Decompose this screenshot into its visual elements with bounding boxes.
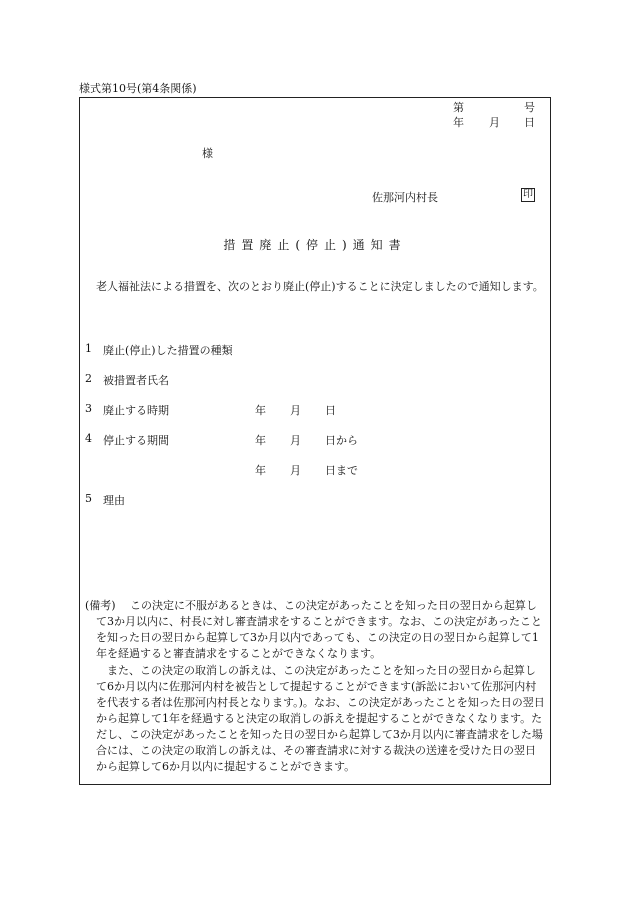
item-4-number: 4 — [85, 432, 92, 445]
item-1-label: 廃止(停止)した措置の種類 — [103, 344, 233, 357]
item-3-month: 月 — [290, 404, 301, 417]
item-4-end-year: 年 — [255, 464, 266, 477]
notes-text-2: また、この決定の取消しの訴えは、この決定があったことを知った日の翌日から起算して6か月以内に佐那河内村を被告として提起することができます(訴訟において佐那河内村を代表する者は佐那河内村長となります。)。なお、この決定があったことを知った日の翌日から起算して1年を経過すると決定の取消しの訴えを提起することができなくなります。ただし、この決定があったことを知った日の翌日から起算して3か月以内に審査請求をした場合には、この決定の取消しの訴えは、その審査請求に対する裁決の送達を受けた日の翌日から起算して6か月以内に提起することができます。 — [96, 664, 545, 773]
seal-mark: 印 — [523, 189, 533, 200]
issuer-name: 佐那河内村長 — [372, 191, 438, 204]
item-3-year: 年 — [255, 404, 266, 417]
item-2-label: 被措置者氏名 — [103, 374, 169, 387]
item-3-label: 廃止する時期 — [103, 404, 169, 417]
addressee-honorific: 様 — [202, 147, 213, 160]
item-1-number: 1 — [85, 342, 92, 355]
date-year: 年 — [453, 116, 464, 129]
date-day: 日 — [524, 116, 535, 129]
notes-text-1: この決定に不服があるときは、この決定があったことを知った日の翌日から起算して3か月以内に、村長に対し審査請求をすることができます。なお、この決定があったことを知った日の翌日から起算して3か月以内であっても、この決定の日の翌日から起算して1年を経過すると審査請求をすることができなくなります。 — [96, 599, 543, 660]
item-4-label: 停止する期間 — [103, 434, 169, 447]
item-4-day-from: 日から — [325, 434, 358, 447]
item-3-day: 日 — [325, 404, 336, 417]
item-5-label: 理由 — [103, 494, 125, 507]
item-4-end-month: 月 — [290, 464, 301, 477]
item-3-number: 3 — [85, 402, 92, 415]
notes-paragraph-2 — [85, 663, 546, 775]
item-4-day-until: 日まで — [325, 464, 358, 477]
form-number-label: 様式第10号(第4条関係) — [79, 82, 197, 95]
number-suffix: 号 — [524, 101, 535, 114]
date-month: 月 — [489, 116, 500, 129]
document-title: 措置廃止(停止)通知書 — [223, 238, 407, 252]
item-4-year: 年 — [255, 434, 266, 447]
item-2-number: 2 — [85, 372, 92, 385]
intro-paragraph: 老人福祉法による措置を、次のとおり廃止(停止)することに決定しましたので通知します。 — [96, 280, 544, 293]
item-4-month: 月 — [290, 434, 301, 447]
item-5-number: 5 — [85, 492, 92, 505]
notes-paragraph-1 — [85, 598, 546, 662]
number-prefix: 第 — [453, 101, 464, 114]
notes-heading: (備考) — [85, 599, 116, 612]
